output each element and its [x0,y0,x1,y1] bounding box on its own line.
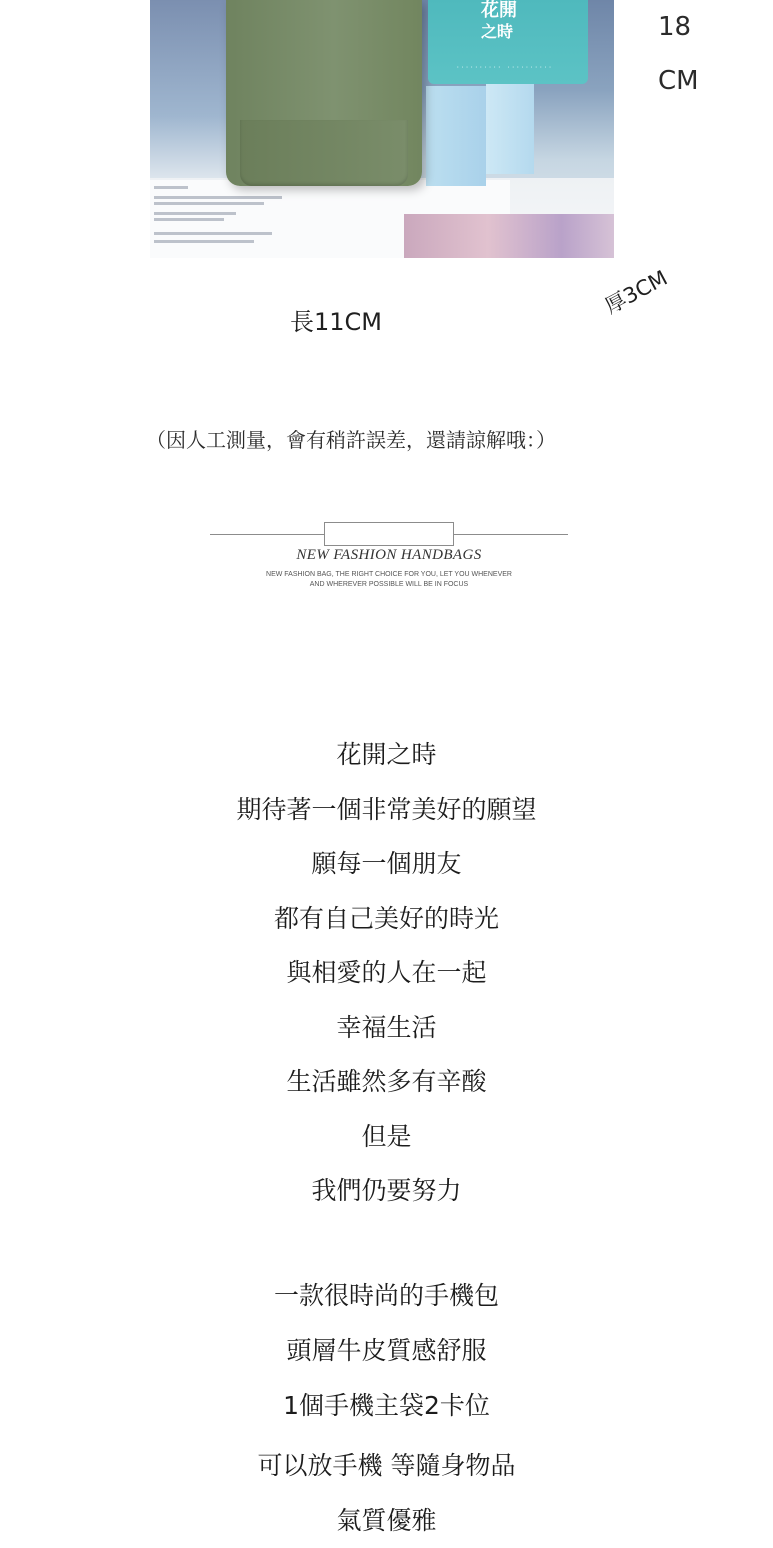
feature-line: 1個手機主袋2卡位 [283,1391,490,1420]
poem-line: 生活雖然多有辛酸 [286,1067,487,1096]
poem-line: 幸福生活 [336,1012,437,1042]
photo-magazine-image [404,214,614,258]
product-photo [150,0,614,258]
poem-line: 期待著一個非常美好的願望 [236,794,537,824]
poem-line: 我們仍要努力 [311,1176,462,1205]
banner-subtitle [210,570,568,590]
feature-line: 氣質優雅 [336,1506,437,1535]
photo-stand [426,86,486,186]
product-features [0,1268,773,1548]
feature-line: 頭層牛皮質感舒服 [286,1336,487,1365]
banner-subtitle-line: AND WHEREVER POSSIBLE WILL BE IN FOCUS [309,581,469,588]
green-leather-phone-bag [226,0,422,186]
height-dimension [658,0,718,108]
height-unit: CM [658,66,699,96]
wallet-flap [240,120,408,186]
poem-line: 與相愛的人在一起 [286,958,487,987]
fashion-banner [210,520,568,600]
poem-line: 但是 [361,1121,412,1151]
teal-card [428,0,588,84]
feature-line: 一款很時尚的手機包 [273,1281,499,1310]
poem-line: 願每一個朋友 [311,849,462,878]
poem-line: 花開之時 [336,740,437,769]
measurement-note: （因人工測量，會有稍許誤差，還請諒解哦：） [146,428,556,452]
banner-box [324,522,454,546]
photo-stand [486,80,534,174]
poem-line: 都有自己美好的時光 [273,903,499,933]
card-title: 花開 [481,0,517,21]
height-value: 18 [658,12,692,42]
length-dimension: 長11CM [290,308,383,336]
banner-title: NEW FASHION HANDBAGS [296,547,482,563]
banner-subtitle-line: NEW FASHION BAG, THE RIGHT CHOICE FOR YOU, LET YOU WHENEVER [266,571,512,578]
card-footer-pattern: ·········· ·········· [456,64,553,71]
thickness-dimension: 厚3CM [600,265,672,319]
feature-line: 可以放手機 等隨身物品 [257,1451,516,1480]
poem [0,728,773,1219]
card-subtitle: 之時 [481,22,514,41]
